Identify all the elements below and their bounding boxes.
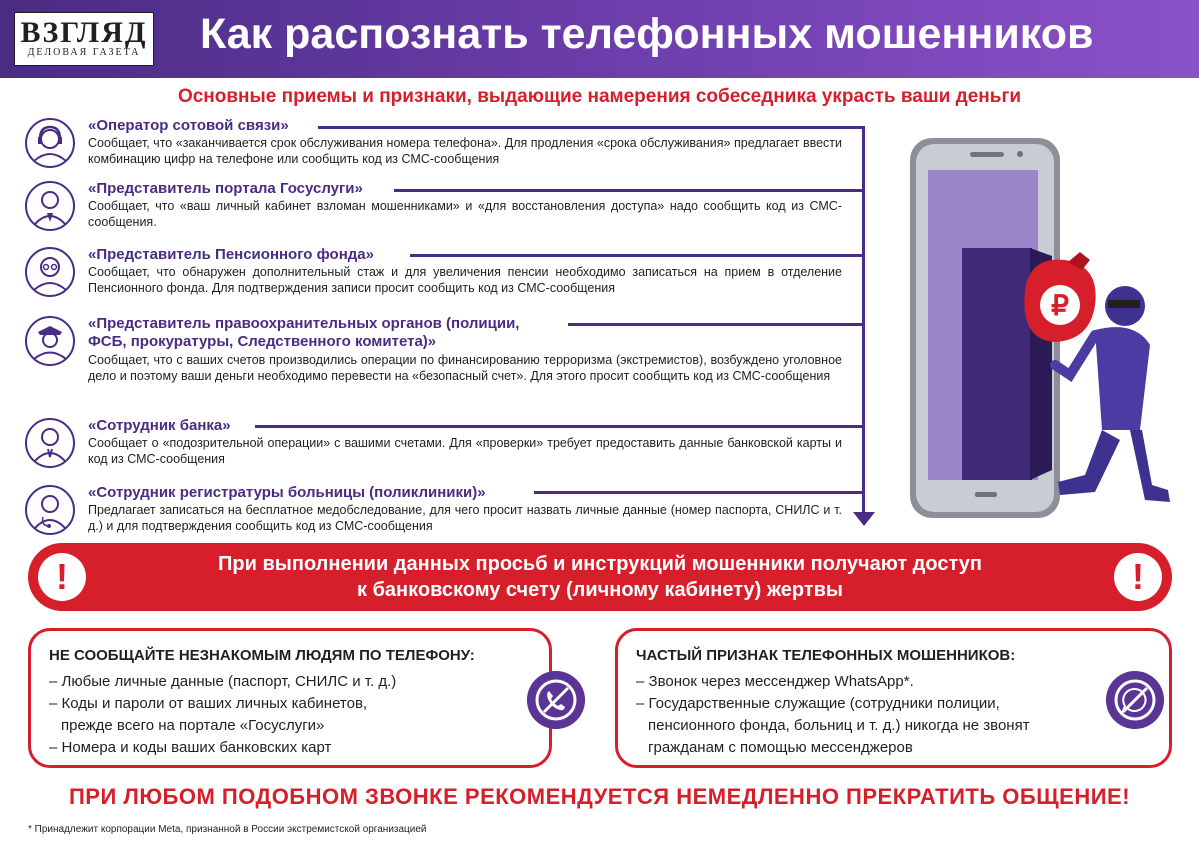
box-title: НЕ СООБЩАЙТЕ НЕЗНАКОМЫМ ЛЮДЯМ ПО ТЕЛЕФОНУ: <box>49 647 475 664</box>
warning-icon: ! <box>1114 553 1162 601</box>
bank-employee-icon <box>24 417 76 469</box>
item-title: «Сотрудник регистратуры больницы (поликлиники)» <box>88 484 486 501</box>
no-phone-icon <box>527 671 585 729</box>
do-not-share-box <box>28 628 552 768</box>
item-title-line2: ФСБ, прокуратуры, Следственного комитета)» <box>88 333 437 350</box>
item-text: Предлагает записаться на бесплатное медобследование, для чего просит назвать личные данные (номер паспорта, СНИЛС и т. д.) и для подтверждения сообщить код из СМС-сообщения <box>88 503 842 533</box>
operator-icon <box>24 117 76 169</box>
list-item: – Любые личные данные (паспорт, СНИЛС и т. д.) <box>49 673 397 690</box>
doctor-icon <box>24 484 76 536</box>
item-text: Сообщает, что «ваш личный кабинет взломан мошенниками» и «для восстановления доступа» надо сообщить код из СМС-сообщения. <box>88 199 842 229</box>
connector-arrow-icon <box>853 512 875 526</box>
scam-type-item <box>24 484 854 534</box>
list-item: пенсионного фонда, больниц и т. д.) никогда не звонят <box>648 717 1030 734</box>
scam-type-item <box>24 117 854 167</box>
phone-thief-illustration <box>880 130 1180 530</box>
scam-type-item <box>24 180 854 230</box>
box-list <box>636 671 1030 759</box>
warning-icon: ! <box>38 553 86 601</box>
item-title: «Сотрудник банка» <box>88 417 231 434</box>
scam-type-item <box>24 315 854 405</box>
section-subtitle: Основные приемы и признаки, выдающие намерения собеседника украсть ваши деньги <box>177 86 1022 107</box>
list-item: – Звонок через мессенджер WhatsApp*. <box>636 673 914 690</box>
list-item: – Номера и коды ваших банковских карт <box>49 739 332 756</box>
list-item: прежде всего на портале «Госуслуги» <box>61 717 325 734</box>
list-item: – Коды и пароли от ваших личных кабинетов, <box>49 695 368 712</box>
page-title: Как распознать телефонных мошенников <box>200 10 1094 58</box>
warning-text-line2: к банковскому счету (личному кабинету) жертвы <box>357 579 843 601</box>
scam-sign-box <box>615 628 1172 768</box>
newspaper-logo[interactable] <box>14 12 154 66</box>
item-text: Сообщает, что обнаружен дополнительный стаж и для увеличения пенсии необходимо записаться на прием в отделение Пенсионного фонда. Для подтверждения записи просит сообщить код из СМС-сообщения <box>88 265 842 295</box>
item-text: Сообщает, что с ваших счетов производились операции по финансированию терроризма (экстремистов), возбуждено уголовное дело и поэтому ваши деньги необходимо перевести на «безопасный счет». Для этого просит сообщить код из СМС-сообщения <box>88 353 842 383</box>
logo-name: ВЗГЛЯД <box>20 16 148 49</box>
item-title: «Оператор сотовой связи» <box>88 117 289 134</box>
list-item: гражданам с помощью мессенджеров <box>648 739 913 756</box>
scam-type-item <box>24 417 854 467</box>
scam-type-item <box>24 246 854 296</box>
item-title: «Представитель Пенсионного фонда» <box>88 246 374 263</box>
footnote: * Принадлежит корпорации Meta, признанной в России экстремистской организацией <box>28 824 427 835</box>
connector-vertical-line <box>862 126 865 516</box>
item-text: Сообщает, что «заканчивается срок обслуживания номера телефона». Для продления «срока обслуживания» предлагает ввести комбинацию цифр на телефоне или сообщить код из СМС-сообщения <box>88 136 842 166</box>
item-title: «Представитель портала Госуслуги» <box>88 180 363 197</box>
box-list <box>49 671 396 759</box>
no-whatsapp-icon <box>1106 671 1164 729</box>
pension-worker-icon <box>24 246 76 298</box>
list-item: – Государственные служащие (сотрудники полиции, <box>636 695 1000 712</box>
official-icon <box>24 180 76 232</box>
box-title: ЧАСТЫЙ ПРИЗНАК ТЕЛЕФОННЫХ МОШЕННИКОВ: <box>636 647 1016 664</box>
warning-text <box>118 551 1082 603</box>
warning-banner <box>28 543 1172 611</box>
item-text: Сообщает о «подозрительной операции» с вашими счетами. Для «проверки» требует предоставить данные банковской карты и код из СМС-сообщения <box>88 436 842 466</box>
police-officer-icon <box>24 315 76 367</box>
ruble-sign: ₽ <box>1051 290 1069 321</box>
warning-text-line1: При выполнении данных просьб и инструкций мошенники получают доступ <box>218 553 982 575</box>
header-bar <box>0 0 1199 78</box>
final-warning: ПРИ ЛЮБОМ ПОДОБНОМ ЗВОНКЕ РЕКОМЕНДУЕТСЯ НЕМЕДЛЕННО ПРЕКРАТИТЬ ОБЩЕНИЕ! <box>68 784 1131 809</box>
logo-subtitle: ДЕЛОВАЯ ГАЗЕТА <box>27 47 141 58</box>
item-title: «Представитель правоохранительных органов (полиции, <box>88 315 520 332</box>
